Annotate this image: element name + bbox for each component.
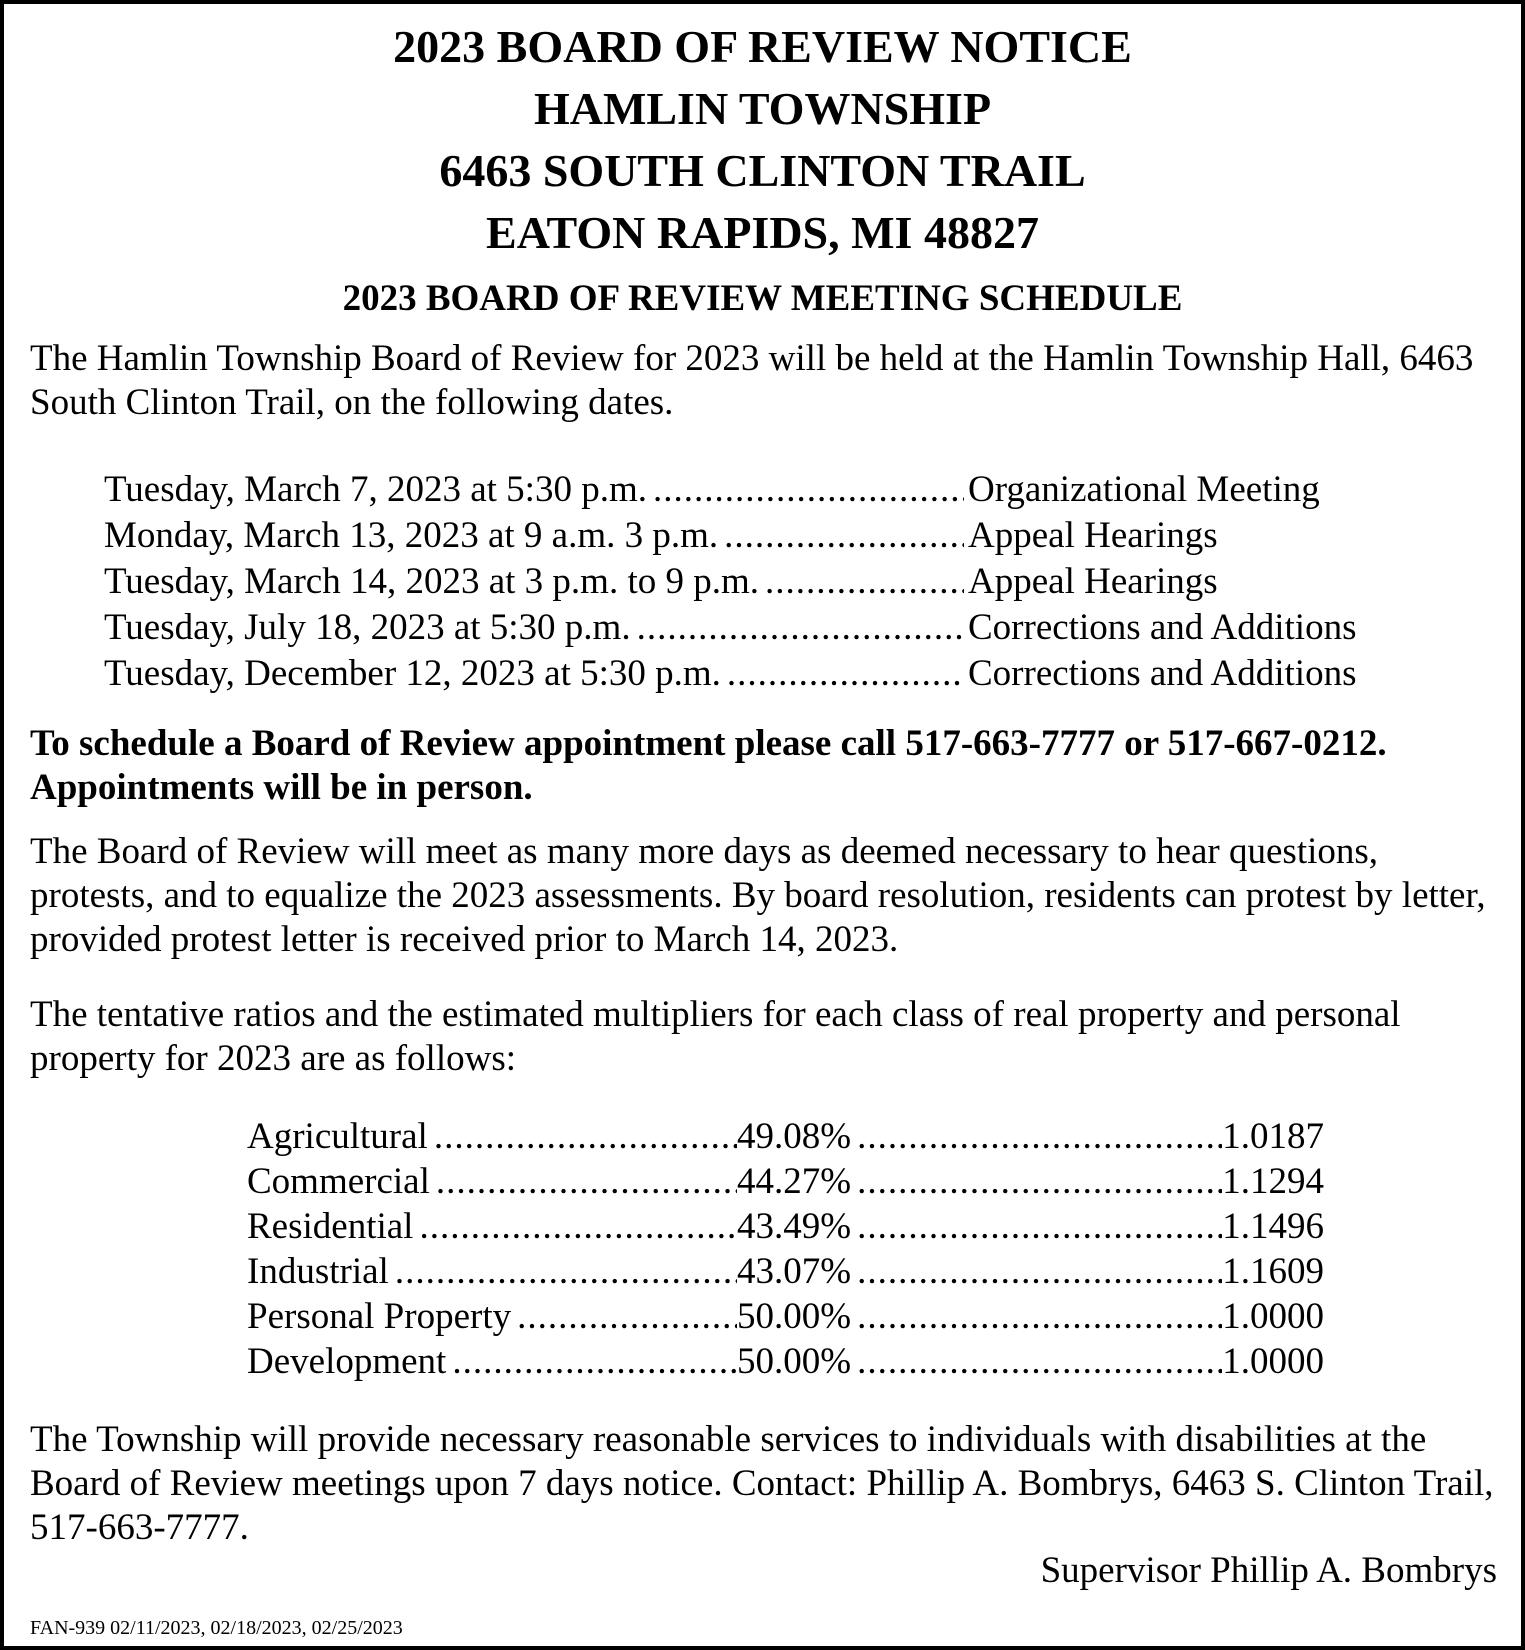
dot-leader [718,513,964,559]
street-address: 6463 SOUTH CLINTON TRAIL [439,145,1086,196]
schedule-purpose: Appeal Hearings [968,515,1218,556]
dot-leader [430,1159,737,1204]
dot-leader [851,1114,1222,1159]
meeting-note-paragraph: The Board of Review will meet as many more days as deemed necessary to hear questions, protests, and to equalize the 2023 assessments. By board resolution, residents can protest by letter, provided protest letter is received prior to March 14, 2023. [30,831,1486,960]
disability-note-paragraph: The Township will provide necessary reasonable services to individuals with disabilities at the Board of Review meetings upon 7 days notice. Contact: Phillip A. Bombrys, 6463 S. Clinton Trail, 517-663-7777. [30,1419,1494,1548]
dot-leader [721,651,964,697]
ratio-value: 43.49% [737,1206,852,1247]
multiplier-value: 1.0187 [1222,1116,1324,1157]
schedule-purpose: Corrections and Additions [968,653,1357,694]
schedule-date: Tuesday, March 14, 2023 at 3 p.m. to 9 p.m. [104,561,759,602]
property-class: Industrial [247,1251,389,1292]
notice-title: 2023 BOARD OF REVIEW NOTICE [393,21,1132,72]
ratio-value: 50.00% [737,1296,852,1337]
dot-leader [851,1294,1222,1339]
schedule-purpose: Appeal Hearings [968,561,1218,602]
property-class: Personal Property [247,1296,512,1337]
dot-leader [851,1204,1222,1249]
ratio-value: 49.08% [737,1116,852,1157]
schedule-date: Tuesday, March 7, 2023 at 5:30 p.m. [104,469,647,510]
city-state-zip: EATON RAPIDS, MI 48827 [486,207,1039,258]
property-class: Agricultural [247,1116,428,1157]
schedule-purpose: Corrections and Additions [968,607,1357,648]
multiplier-value: 1.0000 [1222,1296,1324,1337]
schedule-purpose: Organizational Meeting [968,469,1320,510]
dot-leader [851,1159,1222,1204]
dot-leader [428,1114,737,1159]
dot-leader [511,1294,737,1339]
schedule-heading: 2023 BOARD OF REVIEW MEETING SCHEDULE [342,278,1183,319]
multiplier-value: 1.1294 [1222,1161,1324,1202]
ratios-intro-paragraph: The tentative ratios and the estimated multipliers for each class of real property and personal property for 2023 are as follows: [30,994,1401,1079]
publication-footer: FAN-939 02/11/2023, 02/18/2023, 02/25/2023 [30,1617,403,1639]
property-class: Development [247,1341,447,1382]
supervisor-signature: Supervisor Phillip A. Bombrys [1040,1550,1497,1591]
property-class: Commercial [247,1161,430,1202]
township-name: HAMLIN TOWNSHIP [533,83,992,134]
intro-paragraph: The Hamlin Township Board of Review for 2023 will be held at the Hamlin Township Hall, 6463 South Clinton Trail, on the following dates. [30,338,1474,423]
dot-leader [631,605,964,651]
dot-leader [446,1339,737,1384]
property-class: Residential [247,1206,414,1247]
schedule-date: Tuesday, July 18, 2023 at 5:30 p.m. [104,607,631,648]
dot-leader [647,467,964,513]
dot-leader [759,559,964,605]
ratio-value: 44.27% [737,1161,852,1202]
multiplier-value: 1.1609 [1222,1251,1324,1292]
appointment-paragraph: To schedule a Board of Review appointment please call 517-663-7777 or 517-667-0212. Appointments will be in person. [30,723,1387,808]
multiplier-value: 1.1496 [1222,1206,1324,1247]
ratio-value: 43.07% [737,1251,852,1292]
dot-leader [389,1249,737,1294]
dot-leader [851,1339,1222,1384]
dot-leader [851,1249,1222,1294]
multiplier-value: 1.0000 [1222,1341,1324,1382]
dot-leader [413,1204,737,1249]
schedule-date: Tuesday, December 12, 2023 at 5:30 p.m. [104,653,721,694]
ratio-value: 50.00% [737,1341,852,1382]
schedule-date: Monday, March 13, 2023 at 9 a.m. 3 p.m. [104,515,719,556]
